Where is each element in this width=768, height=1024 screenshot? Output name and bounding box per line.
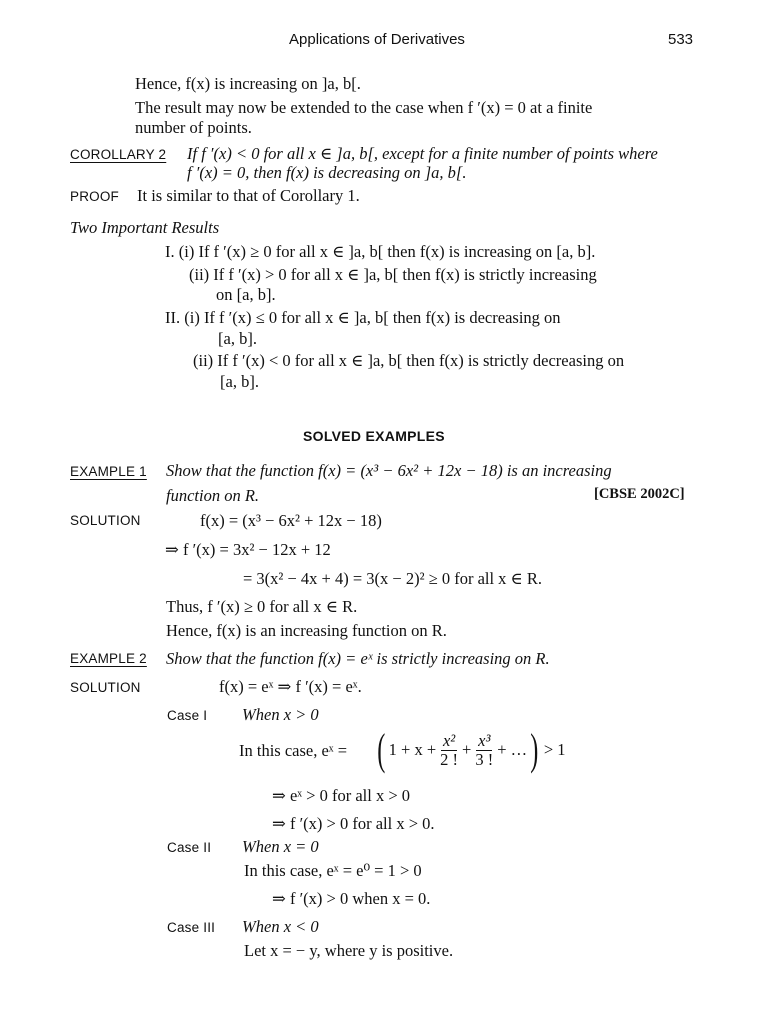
section-heading: SOLVED EXAMPLES — [303, 428, 445, 444]
case-condition: When x < 0 — [242, 917, 319, 936]
proof-text: It is similar to that of Corollary 1. — [137, 186, 360, 205]
result-line: I. (i) If f ′(x) ≥ 0 for all x ∈ ]a, b[ then f(x) is increasing on [a, b]. — [165, 242, 596, 261]
math-line: ⇒ f ′(x) > 0 when x = 0. — [272, 889, 431, 908]
text-line: Let x = − y, where y is positive. — [244, 941, 454, 960]
text-line: Hence, f(x) is an increasing function on R. — [166, 621, 447, 640]
math-line: f(x) = eˣ ⇒ f ′(x) = eˣ. — [219, 677, 362, 696]
fraction-denominator: 3 ! — [475, 749, 494, 769]
solution-label: SOLUTION — [70, 513, 141, 528]
example-label: EXAMPLE 1 — [70, 464, 147, 479]
left-paren: ( — [377, 725, 386, 774]
math-line: f(x) = (x³ − 6x² + 12x − 18) — [200, 511, 382, 530]
proof-label: PROOF — [70, 189, 120, 204]
math-line: ⇒ f ′(x) = 3x² − 12x + 12 — [165, 540, 331, 559]
result-line: (ii) If f ′(x) > 0 for all x ∈ ]a, b[ then f(x) is strictly increasing — [189, 265, 597, 284]
series-part: > 1 — [543, 740, 566, 759]
text-line: number of points. — [135, 118, 252, 137]
case-label: Case III — [167, 920, 216, 935]
example-label: EXAMPLE 2 — [70, 651, 147, 666]
page-number: 533 — [668, 31, 694, 48]
series-part: 1 + x + — [388, 740, 437, 759]
math-line: = 3(x² − 4x + 4) = 3(x − 2)² ≥ 0 for all x ∈ R. — [243, 569, 543, 588]
math-line: ⇒ eˣ > 0 for all x > 0 — [272, 786, 411, 805]
case-condition: When x = 0 — [242, 837, 319, 856]
series-expression — [374, 725, 566, 774]
result-line: on [a, b]. — [216, 285, 276, 304]
series-part: + … — [497, 740, 528, 759]
fraction-numerator: x² — [442, 730, 456, 750]
example-question: Show that the function f(x) = eˣ is strictly increasing on R. — [166, 649, 550, 668]
fraction-numerator: x³ — [478, 730, 491, 750]
text-line: Hence, f(x) is increasing on ]a, b[. — [135, 74, 361, 93]
fraction-denominator: 2 ! — [440, 749, 459, 769]
section-title: Two Important Results — [70, 218, 220, 237]
case-label: Case II — [167, 840, 212, 855]
text-line: The result may now be extended to the case when f ′(x) = 0 at a finite — [135, 98, 593, 117]
corollary-text: If f ′(x) < 0 for all x ∈ ]a, b[, except for a finite number of points where — [187, 144, 658, 163]
result-line: [a, b]. — [220, 372, 259, 391]
running-header-title: Applications of Derivatives — [289, 31, 465, 48]
solution-label: SOLUTION — [70, 680, 141, 695]
case-label: Case I — [167, 708, 208, 723]
case-condition: When x > 0 — [242, 705, 319, 724]
corollary-label: COROLLARY 2 — [70, 147, 167, 162]
corollary-text: f ′(x) = 0, then f(x) is decreasing on ]a, b[. — [187, 163, 467, 182]
example-question: Show that the function f(x) = (x³ − 6x² + 12x − 18) is an increasing — [166, 461, 612, 480]
series-part: + — [462, 740, 472, 759]
math-line: In this case, eˣ = e⁰ = 1 > 0 — [244, 861, 422, 880]
text-line: Thus, f ′(x) ≥ 0 for all x ∈ R. — [166, 597, 358, 616]
math-line: ⇒ f ′(x) > 0 for all x > 0. — [272, 814, 435, 833]
example-question: function on R. — [166, 486, 260, 505]
result-line: [a, b]. — [218, 329, 257, 348]
result-line: II. (i) If f ′(x) ≤ 0 for all x ∈ ]a, b[ then f(x) is decreasing on — [165, 308, 561, 327]
result-line: (ii) If f ′(x) < 0 for all x ∈ ]a, b[ then f(x) is strictly decreasing on — [193, 351, 625, 370]
right-paren: ) — [530, 725, 539, 774]
fraction — [438, 732, 460, 769]
math-line: In this case, eˣ = — [239, 741, 347, 760]
exam-reference: [CBSE 2002C] — [594, 486, 685, 502]
fraction — [473, 732, 495, 769]
